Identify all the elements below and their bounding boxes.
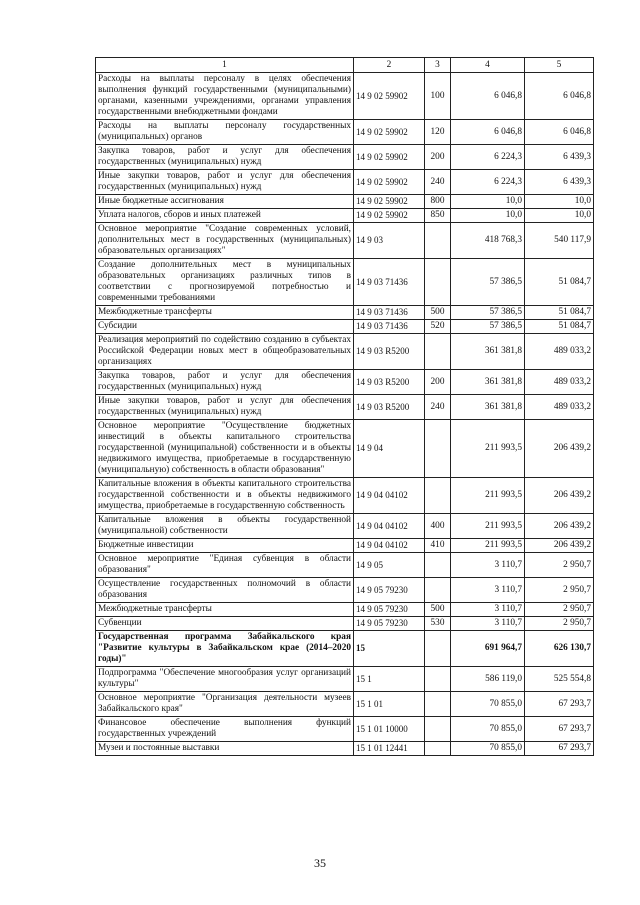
row-value-col5-cell: 525 554,8 [525,667,594,692]
row-name-cell: Бюджетные инвестиции [96,539,354,553]
row-value-col4-cell: 70 855,0 [451,742,525,756]
table-row [96,603,594,617]
row-name-cell: Межбюджетные трансферты [96,306,354,320]
row-value-col4-cell: 6 046,8 [451,120,525,145]
column-header: 3 [425,58,451,73]
row-name-cell: Финансовое обеспечение выполнения функций государственных учреждений [96,717,354,742]
row-type-cell [425,578,451,603]
table-row [96,539,594,553]
row-code-cell: 14 9 04 04102 [354,514,425,539]
row-value-col4-cell: 3 110,7 [451,578,525,603]
row-code-cell: 14 9 03 71436 [354,306,425,320]
row-value-col4-cell: 6 224,3 [451,170,525,195]
row-value-col5-cell: 67 293,7 [525,742,594,756]
row-name-cell: Основное мероприятие "Организация деятельности музеев Забайкальского края" [96,692,354,717]
row-name-cell: Межбюджетные трансферты [96,603,354,617]
row-value-col4-cell: 3 110,7 [451,617,525,631]
table-row [96,120,594,145]
row-name-cell: Капитальные вложения в объекты государственной (муниципальной) собственности [96,514,354,539]
row-value-col4-cell: 57 386,5 [451,306,525,320]
row-code-cell: 14 9 03 [354,223,425,259]
row-name-cell: Музеи и постоянные выставки [96,742,354,756]
row-code-cell: 14 9 02 59902 [354,120,425,145]
row-value-col5-cell: 626 130,7 [525,631,594,667]
row-code-cell: 15 1 01 10000 [354,717,425,742]
row-name-cell: Иные закупки товаров, работ и услуг для обеспечения государственных (муниципальных) нужд [96,395,354,420]
row-value-col4-cell: 211 993,5 [451,420,525,478]
table-row [96,420,594,478]
row-value-col5-cell: 51 084,7 [525,306,594,320]
row-code-cell: 15 1 01 [354,692,425,717]
table-row [96,209,594,223]
row-value-col4-cell: 361 381,8 [451,395,525,420]
row-type-cell [425,259,451,306]
column-header: 2 [354,58,425,73]
row-value-col5-cell: 10,0 [525,209,594,223]
row-value-col5-cell: 2 950,7 [525,578,594,603]
row-value-col5-cell: 206 439,2 [525,539,594,553]
row-code-cell: 14 9 02 59902 [354,73,425,120]
budget-table [95,57,594,756]
row-code-cell: 14 9 03 R5200 [354,395,425,420]
row-value-col4-cell: 57 386,5 [451,320,525,334]
column-header: 1 [96,58,354,73]
row-name-cell: Расходы на выплаты персоналу в целях обеспечения выполнения функций государственными (муниципальными) органами, казенными учреждениями, органами управления государственными внебюджетными фондами [96,73,354,120]
row-value-col5-cell: 67 293,7 [525,692,594,717]
table-row [96,742,594,756]
row-code-cell: 14 9 05 [354,553,425,578]
row-code-cell: 14 9 03 71436 [354,320,425,334]
table-row [96,306,594,320]
column-header: 4 [451,58,525,73]
row-value-col5-cell: 6 046,8 [525,73,594,120]
row-type-cell [425,667,451,692]
row-value-col4-cell: 10,0 [451,209,525,223]
row-value-col5-cell: 6 046,8 [525,120,594,145]
row-type-cell: 400 [425,514,451,539]
table-row [96,717,594,742]
row-code-cell: 14 9 05 79230 [354,578,425,603]
row-code-cell: 14 9 04 04102 [354,539,425,553]
row-name-cell: Уплата налогов, сборов и иных платежей [96,209,354,223]
row-name-cell: Капитальные вложения в объекты капитального строительства государственной собственности и в объекты недвижимого имущества, приобретаемые в государственную собственность [96,478,354,514]
row-type-cell [425,334,451,370]
table-row [96,617,594,631]
table-row [96,370,594,395]
row-value-col5-cell: 540 117,9 [525,223,594,259]
table-row [96,692,594,717]
row-type-cell [425,553,451,578]
row-value-col5-cell: 51 084,7 [525,320,594,334]
row-value-col4-cell: 3 110,7 [451,553,525,578]
row-type-cell: 800 [425,195,451,209]
row-type-cell [425,223,451,259]
row-code-cell: 14 9 03 R5200 [354,370,425,395]
column-header: 5 [525,58,594,73]
table-row [96,478,594,514]
row-value-col4-cell: 57 386,5 [451,259,525,306]
row-name-cell: Осуществление государственных полномочий в области образования [96,578,354,603]
row-code-cell: 14 9 02 59902 [354,170,425,195]
row-type-cell: 200 [425,370,451,395]
row-name-cell: Расходы на выплаты персоналу государственных (муниципальных) органов [96,120,354,145]
row-value-col4-cell: 70 855,0 [451,717,525,742]
row-code-cell: 14 9 02 59902 [354,209,425,223]
row-value-col4-cell: 211 993,5 [451,514,525,539]
row-type-cell [425,717,451,742]
row-name-cell: Подпрограмма "Обеспечение многообразия услуг организаций культуры" [96,667,354,692]
row-value-col4-cell: 211 993,5 [451,478,525,514]
row-code-cell: 15 [354,631,425,667]
row-code-cell: 14 9 05 79230 [354,617,425,631]
row-value-col5-cell: 6 439,3 [525,170,594,195]
row-value-col4-cell: 586 119,0 [451,667,525,692]
row-code-cell: 15 1 [354,667,425,692]
row-type-cell: 500 [425,306,451,320]
row-code-cell: 14 9 04 [354,420,425,478]
row-code-cell: 14 9 03 71436 [354,259,425,306]
table-header-row [96,58,594,73]
row-name-cell: Основное мероприятие "Создание современных условий, дополнительных мест в государственных (муниципальных) образовательных организациях" [96,223,354,259]
table-row [96,578,594,603]
table-row [96,73,594,120]
row-value-col5-cell: 206 439,2 [525,478,594,514]
row-code-cell: 14 9 02 59902 [354,195,425,209]
row-type-cell: 530 [425,617,451,631]
row-value-col4-cell: 3 110,7 [451,603,525,617]
row-value-col5-cell: 51 084,7 [525,259,594,306]
row-type-cell [425,478,451,514]
row-value-col4-cell: 361 381,8 [451,334,525,370]
row-value-col5-cell: 2 950,7 [525,617,594,631]
row-type-cell: 500 [425,603,451,617]
row-code-cell: 14 9 05 79230 [354,603,425,617]
table-row [96,631,594,667]
row-code-cell: 14 9 02 59902 [354,145,425,170]
table-row [96,667,594,692]
table-body [96,73,594,756]
table-row [96,170,594,195]
row-name-cell: Основное мероприятие "Осуществление бюджетных инвестиций в объекты капитального строительства государственной (муниципальной) собственности и в объекты недвижимого имущества, приобретаемые в государственную (муниципальную) собственность в области образования" [96,420,354,478]
row-value-col5-cell: 489 033,2 [525,395,594,420]
row-name-cell: Иные закупки товаров, работ и услуг для обеспечения государственных (муниципальных) нужд [96,170,354,195]
row-value-col4-cell: 10,0 [451,195,525,209]
table-row [96,553,594,578]
row-value-col5-cell: 67 293,7 [525,717,594,742]
row-value-col5-cell: 489 033,2 [525,334,594,370]
row-value-col5-cell: 6 439,3 [525,145,594,170]
row-name-cell: Государственная программа Забайкальского края "Развитие культуры в Забайкальском крае (2014–2020 годы)" [96,631,354,667]
table-row [96,259,594,306]
row-code-cell: 14 9 04 04102 [354,478,425,514]
table-row [96,514,594,539]
row-type-cell: 100 [425,73,451,120]
row-name-cell: Закупка товаров, работ и услуг для обеспечения государственных (муниципальных) нужд [96,145,354,170]
row-value-col5-cell: 10,0 [525,195,594,209]
row-value-col4-cell: 6 224,3 [451,145,525,170]
row-value-col5-cell: 206 439,2 [525,420,594,478]
row-name-cell: Иные бюджетные ассигнования [96,195,354,209]
row-value-col5-cell: 206 439,2 [525,514,594,539]
page-number: 35 [314,856,326,870]
row-value-col5-cell: 2 950,7 [525,603,594,617]
row-value-col5-cell: 2 950,7 [525,553,594,578]
row-type-cell: 200 [425,145,451,170]
row-value-col4-cell: 211 993,5 [451,539,525,553]
row-name-cell: Реализация мероприятий по содействию созданию в субъектах Российской Федерации новых мест в общеобразовательных организациях [96,334,354,370]
row-type-cell: 850 [425,209,451,223]
table-row [96,145,594,170]
row-name-cell: Субвенции [96,617,354,631]
table-row [96,320,594,334]
row-type-cell: 120 [425,120,451,145]
row-value-col4-cell: 70 855,0 [451,692,525,717]
row-code-cell: 15 1 01 12441 [354,742,425,756]
row-value-col4-cell: 361 381,8 [451,370,525,395]
row-name-cell: Закупка товаров, работ и услуг для обеспечения государственных (муниципальных) нужд [96,370,354,395]
row-type-cell: 240 [425,170,451,195]
row-value-col5-cell: 489 033,2 [525,370,594,395]
row-type-cell [425,742,451,756]
row-name-cell: Создание дополнительных мест в муниципальных образовательных организациях различных типов в соответствии с прогнозируемой потребностью и современными требованиями [96,259,354,306]
row-type-cell: 410 [425,539,451,553]
row-value-col4-cell: 6 046,8 [451,73,525,120]
row-type-cell [425,631,451,667]
row-value-col4-cell: 418 768,3 [451,223,525,259]
table-row [96,395,594,420]
row-value-col4-cell: 691 964,7 [451,631,525,667]
row-name-cell: Субсидии [96,320,354,334]
table-row [96,195,594,209]
row-code-cell: 14 9 03 R5200 [354,334,425,370]
table-row [96,223,594,259]
row-type-cell [425,420,451,478]
row-type-cell: 240 [425,395,451,420]
row-type-cell [425,692,451,717]
row-name-cell: Основное мероприятие "Единая субвенция в области образования" [96,553,354,578]
table-row [96,334,594,370]
row-type-cell: 520 [425,320,451,334]
